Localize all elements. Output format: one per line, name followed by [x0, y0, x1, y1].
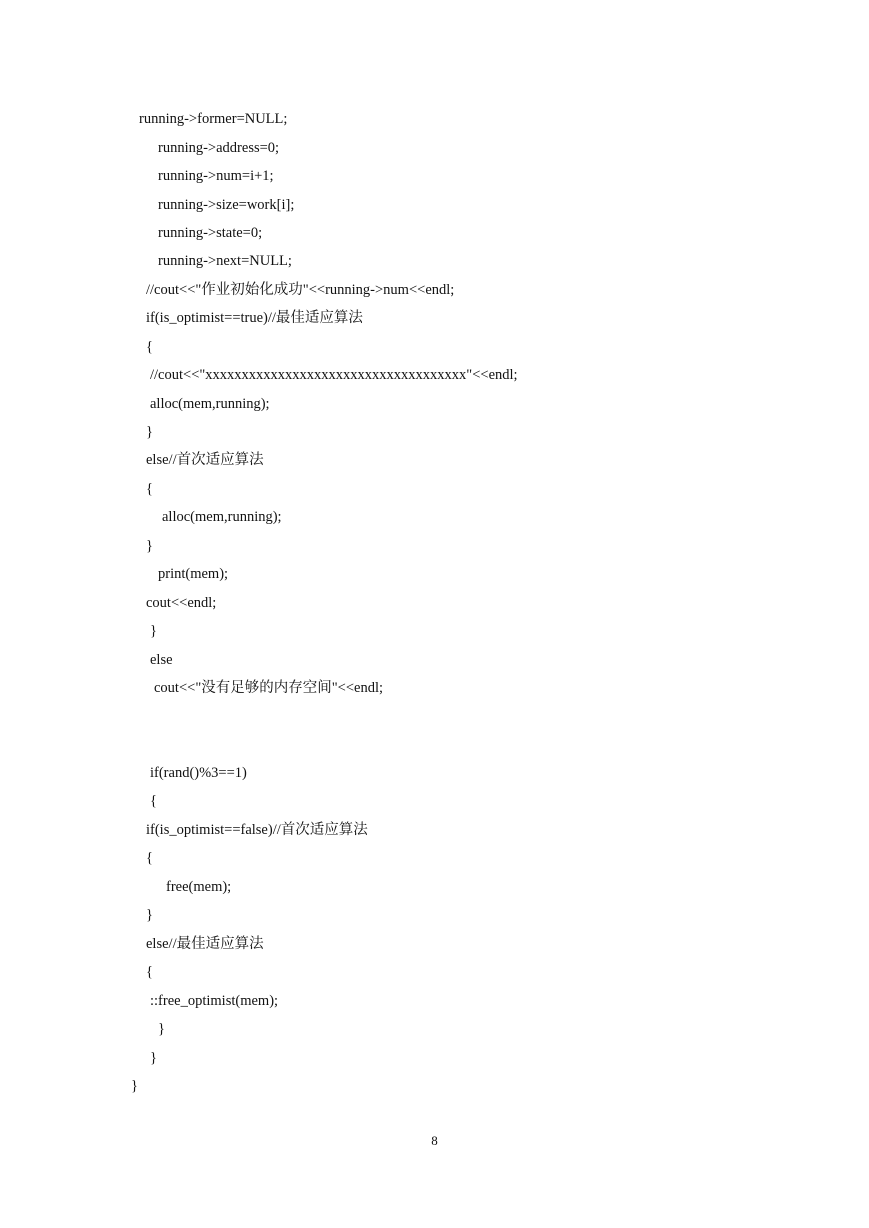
- code-line: }: [150, 623, 157, 639]
- code-line: cout<<"没有足够的内存空间"<<endl;: [154, 680, 384, 696]
- code-line: else//首次适应算法: [146, 452, 264, 468]
- code-line: print(mem);: [158, 566, 229, 582]
- code-line: alloc(mem,running);: [162, 509, 282, 525]
- code-line: }: [150, 1050, 157, 1066]
- code-line: running->address=0;: [158, 140, 280, 156]
- code-line: {: [146, 964, 153, 980]
- code-line: running->size=work[i];: [158, 197, 295, 213]
- code-line: }: [146, 538, 153, 554]
- code-line: running->next=NULL;: [158, 253, 292, 269]
- code-line: {: [146, 850, 153, 866]
- code-line: free(mem);: [166, 879, 232, 895]
- code-line: else//最佳适应算法: [146, 936, 264, 952]
- code-line: }: [146, 424, 153, 440]
- code-line: {: [146, 481, 153, 497]
- code-line: if(is_optimist==false)//首次适应算法: [146, 822, 368, 838]
- code-line: if(is_optimist==true)//最佳适应算法: [146, 310, 363, 326]
- code-line: {: [150, 793, 157, 809]
- code-line: running->state=0;: [158, 225, 263, 241]
- code-line: //cout<<"作业初始化成功"<<running->num<<endl;: [146, 282, 455, 298]
- code-line: else: [150, 652, 173, 668]
- code-line: alloc(mem,running);: [150, 396, 270, 412]
- code-line: cout<<endl;: [146, 595, 217, 611]
- code-line: if(rand()%3==1): [150, 765, 247, 781]
- code-line: ::free_optimist(mem);: [150, 993, 279, 1009]
- code-line: running->former=NULL;: [139, 111, 288, 127]
- code-line: }: [146, 907, 153, 923]
- code-line: running->num=i+1;: [158, 168, 274, 184]
- code-line: {: [146, 339, 153, 355]
- page-number: 8: [431, 1133, 438, 1148]
- code-line: //cout<<"xxxxxxxxxxxxxxxxxxxxxxxxxxxxxxxxxxxx"<<endl;: [150, 367, 518, 383]
- code-line: }: [158, 1021, 165, 1037]
- code-line: }: [131, 1078, 138, 1094]
